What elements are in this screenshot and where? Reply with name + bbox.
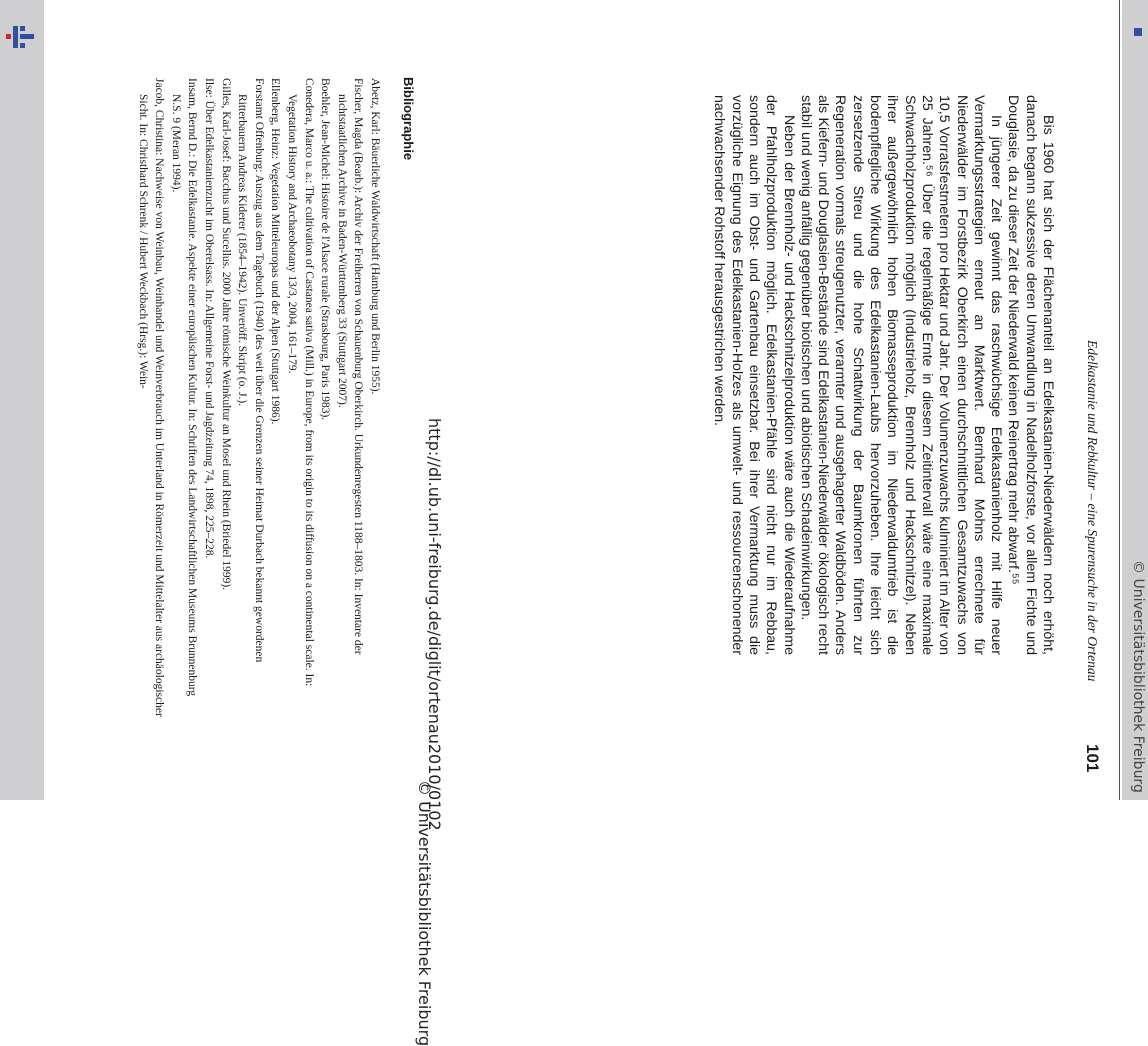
bibliography-entry: Abetz, Karl: Bäuerliche Waldwirtschaft (Hamburg und Berlin 1955). — [369, 78, 381, 395]
top-watermark: © Universitätsbibliothek Freiburg — [1130, 560, 1146, 793]
bibliography-entry: Conedera, Marco u. a.: The cultivation of Castanea sativa (Mill.) in Europe, from its origin to its diffusion on a continental scale. In: Vegetation History and Archaeobotany 13/3, 2004, 161–179. — [286, 78, 315, 687]
bibliography-entry: Ilse: Über Edelkastanienzucht im Oberelsass. In: Allgemeine Forst- und Jagdzeitung 74, 1898, 225–228. — [203, 78, 216, 559]
right-marker — [1134, 28, 1142, 36]
paragraph: Neben der Brennholz- und Hackschnitzelproduktion wäre auch die Wiederaufnahme der Pfahlholzproduktion möglich. Edelkastanien-Pfähle sind nicht nur im Rebbau, sondern auch im Obst- und Gartenbau einsetzbar. Bei ihrer Vermarktung muss die vorzügliche Eignung des Edelkastanien-Holzes als umwelt- und ressourcenschonender nachwachsender Rohstoff herausgestrichen werden. — [711, 95, 797, 655]
left-scan-margin — [0, 0, 44, 800]
bibliography-entry: Forstamt Offenburg: Auszug aus dem Tagebuch (1940) des weit über die Grenzen seiner Heimat Durbach bekannt gewordenen Ritterbauern Andreas Kiderer (1854–1942). Unveröff. Skript (o. J.). — [236, 78, 265, 663]
library-logo-icon — [4, 22, 36, 52]
bibliography-heading: Bibliographie — [401, 77, 416, 161]
bibliography-entry: Fischer, Magda (Bearb.): Archiv der Freiherren von Schauenburg Oberkirch. Urkundenregesten 1188–1803. In: Inventare der nichtstaatlichen Archive in Baden-Württemberg 33 (Stuttgart 2007). — [335, 78, 365, 655]
paragraph: Bis 1960 hat sich der Flächenanteil an Edelkastanien-Niederwäldern noch erhöht, danach begann sukzessive deren Umwandlung in Nadelholzforste, vor allem Fichte und Douglasie, da zu dieser Zeit der Niederwald keinen Reinertrag mehr abwarf.⁵⁵ — [1005, 95, 1056, 655]
page-edge-line — [1119, 0, 1120, 800]
footer-url[interactable]: http://dl.ub.uni-freiburg.de/diglit/ortenau2010/0102 — [425, 418, 444, 831]
bibliography-entry: Boehler, Jean-Michel: Histoire de l'Alsace rurale (Strasbourg, Paris 1983). — [319, 78, 332, 421]
bibliography-entry: Gilles, Karl-Josef: Bacchus und Sucellus. 2000 Jahre römische Weinkultur an Mosel und Rhein (Briedel 1999). — [219, 78, 232, 591]
bibliography-entry: Insam, Bernd D.: Die Edelkastanie. Aspekte einer europäischen Kultur. In: Schriften des Landwirtschaftlichen Museums Brunnenburg N.S. 9 (Meran 1994). — [169, 78, 199, 697]
running-title: Edelkastanie und Rebkultur – eine Spurensuche in der Ortenau — [1085, 340, 1100, 682]
bibliography-entry: Jacob, Christina: Nachweise von Weinbau, Weinhandel und Weinverbrauch im Unterland in Römerzeit und Mittelalter aus archäologischer Sicht. In: Christhard Schrenk / Hubert Weckbach (Hrsg.): Wein- — [136, 78, 166, 717]
bibliography-entry: Ellenberg, Heinz: Vegetation Mitteleuropas und der Alpen (Stuttgart 1986). — [269, 78, 282, 425]
body-text — [710, 95, 1056, 655]
bibliography-list — [134, 78, 383, 718]
footer-copyright: © Universitätsbibliothek Freiburg — [415, 780, 434, 1046]
page-number: 101 — [1083, 744, 1102, 773]
paragraph: In jüngerer Zeit gewinnt das raschwüchsige Edelkastanienholz mit Hilfe neuer Vermarktungsstrategien erneut an Marktwert. Bernhard Mohns errechnete für Niederwälder im Forstbezirk Oberkirch einen durchschnittlichen Gesamtzuwachs von 10,5 Vorratsfestmetern pro Hektar und Jahr. Der Volumenzuwachs kulminiert im Alter von 25 Jahren.⁵⁶ Über die regelmäßige Ernte in diesem Zeitintervall wäre eine maximale Schwachholzproduktion möglich (Industrieholz, Brennholz und Hackschnitzel). Neben ihrer außergewöhnlich hohen Biomasseproduktion im Niederwaldumtrieb ist die bodenpflegliche Wirkung des Edelkastanien-Laubs hervorzuheben. Ihre leicht sich zersetzende Streu und die hohe Schattwirkung der Baumkronen führten zur Regeneration vormals streugenutzter, verarmter und ausgehagerter Waldböden. Anders als Kiefern- und Douglasien-Bestände sind Edelkastanien-Niederwälder ökologisch recht stabil und wenig anfällig gegenüber biotischen und abiotischen Schadeinwirkungen. — [797, 95, 1005, 655]
